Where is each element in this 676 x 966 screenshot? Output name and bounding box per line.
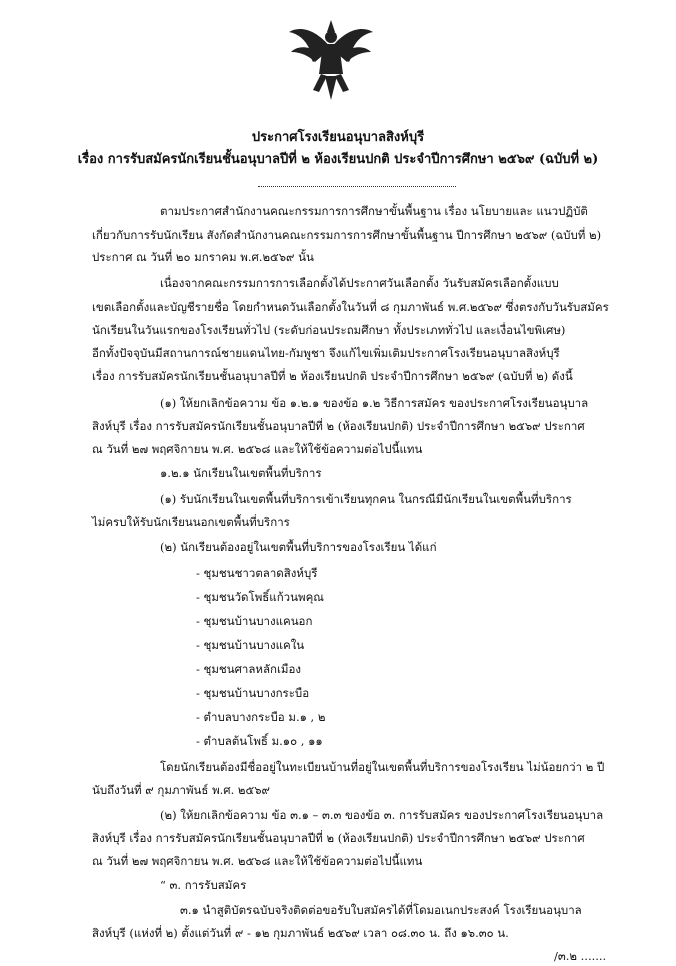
body-line: นับถึงวันที่ ๙ กุมภาพันธ์ พ.ศ. ๒๕๖๙: [92, 783, 270, 797]
body-line: ๑.๒.๑ นักเรียนในเขตพื้นที่บริการ: [160, 466, 322, 480]
list-item: - ตำบลบางกระบือ ม.๑ , ๒: [196, 710, 326, 724]
dotted-divider: [258, 186, 456, 187]
page-continuation: /๓.๒ .......: [554, 949, 607, 963]
body-line: (๑) รับนักเรียนในเขตพื้นที่บริการเข้าเรียนทุกคน ในกรณีมีนักเรียนในเขตพื้นที่บริการ: [160, 492, 572, 506]
body-line: สิงห์บุรี (แห่งที่ ๒) ตั้งแต่วันที่ ๙ - ๑๒ กุมภาพันธ์ ๒๕๖๙ เวลา ๐๘.๓๐ น. ถึง ๑๖.๓๐ น.: [92, 926, 509, 940]
list-item: - ชุมชนบ้านบางแคนอก: [196, 614, 313, 628]
body-line: นักเรียนในวันแรกของโรงเรียนทั่วไป (ระดับก่อนประถมศึกษา ทั้งประเภททั่วไป และเงื่อนไขพิเศษ): [92, 323, 566, 337]
announcement-subject: เรื่อง การรับสมัครนักเรียนชั้นอนุบาลปีที่ ๒ ห้องเรียนปกติ ประจำปีการศึกษา ๒๕๖๙ (ฉบับที่ ๒): [77, 152, 599, 167]
body-line: เกี่ยวกับการรับนักเรียน สังกัดสำนักงานคณะกรรมการการศึกษาขั้นพื้นฐาน ปีการศึกษา ๒๕๖๙ (ฉบับที่ ๒): [92, 228, 602, 242]
body-line: เนื่องจากคณะกรรมการการเลือกตั้งได้ประกาศวันเลือกตั้ง วันรับสมัครเลือกตั้งแบบ: [160, 276, 559, 290]
list-item: - ชุมชนบ้านบางแคใน: [196, 638, 305, 652]
body-line: ณ วันที่ ๒๗ พฤศจิกายน พ.ศ. ๒๕๖๘ และให้ใช้ข้อความต่อไปนี้แทน: [92, 854, 423, 868]
body-line: ตามประกาศสำนักงานคณะกรรมการการศึกษาขั้นพื้นฐาน เรื่อง นโยบายและ แนวปฏิบัติ: [160, 204, 588, 218]
garuda-emblem-icon: [285, 18, 377, 102]
announcement-title: ประกาศโรงเรียนอนุบาลสิงห์บุรี: [251, 130, 425, 145]
body-line: (๒) นักเรียนต้องอยู่ในเขตพื้นที่บริการของโรงเรียน ได้แก่: [160, 540, 437, 554]
body-line: อีกทั้งปัจจุบันมีสถานการณ์ชายแดนไทย-กัมพูชา จึงแก้ไขเพิ่มเติมประกาศโรงเรียนอนุบาลสิงห์บุรี: [92, 346, 560, 360]
section-heading: “ ๓. การรับสมัคร: [160, 878, 247, 892]
body-line: โดยนักเรียนต้องมีชื่ออยู่ในทะเบียนบ้านที่อยู่ในเขตพื้นที่บริการของโรงเรียน ไม่น้อยกว่า ๒ ปี: [160, 760, 605, 774]
list-item: - ชุมชนวัดโพธิ์แก้วนพคุณ: [196, 590, 324, 604]
list-item: - ชุมชนชาวตลาดสิงห์บุรี: [196, 566, 318, 580]
body-line: ณ วันที่ ๒๗ พฤศจิกายน พ.ศ. ๒๕๖๘ และให้ใช้ข้อความต่อไปนี้แทน: [92, 442, 423, 456]
body-line: ๓.๑ นำสูติบัตรฉบับจริงติดต่อขอรับใบสมัครได้ที่โดมอเนกประสงค์ โรงเรียนอนุบาล: [180, 903, 582, 917]
body-line: สิงห์บุรี เรื่อง การรับสมัครนักเรียนชั้นอนุบาลปีที่ ๒ (ห้องเรียนปกติ) ประจำปีการศึกษา ๒๕๖๙ ประกาศ: [92, 831, 585, 845]
body-line: ไม่ครบให้รับนักเรียนนอกเขตพื้นที่บริการ: [92, 515, 290, 529]
list-item: - ชุมชนศาลหลักเมือง: [196, 662, 302, 676]
list-item: - ชุมชนบ้านบางกระบือ: [196, 686, 310, 700]
body-line: (๒) ให้ยกเลิกข้อความ ข้อ ๓.๑ – ๓.๓ ของข้อ ๓. การรับสมัคร ของประกาศโรงเรียนอนุบาล: [160, 808, 604, 822]
body-line: เขตเลือกตั้งและบัญชีรายชื่อ โดยกำหนดวันเลือกตั้งในวันที่ ๘ กุมภาพันธ์ พ.ศ.๒๕๖๙ ซึ่งตรงกับวันรับสมัคร: [92, 300, 609, 314]
body-line: (๑) ให้ยกเลิกข้อความ ข้อ ๑.๒.๑ ของข้อ ๑.๒ วิธีการสมัคร ของประกาศโรงเรียนอนุบาล: [160, 396, 589, 410]
list-item: - ตำบลต้นโพธิ์ ม.๑๐ , ๑๑: [196, 734, 323, 748]
body-line: สิงห์บุรี เรื่อง การรับสมัครนักเรียนชั้นอนุบาลปีที่ ๒ (ห้องเรียนปกติ) ประจำปีการศึกษา ๒๕๖๙ ประกาศ: [92, 419, 585, 433]
body-line: เรื่อง การรับสมัครนักเรียนชั้นอนุบาลปีที่ ๒ ห้องเรียนปกติ ประจำปีการศึกษา ๒๕๖๙ (ฉบับที่ ๒) ดังนี้: [92, 369, 573, 383]
body-line: ประกาศ ณ วันที่ ๒๐ มกราคม พ.ศ.๒๕๖๙ นั้น: [92, 250, 314, 264]
